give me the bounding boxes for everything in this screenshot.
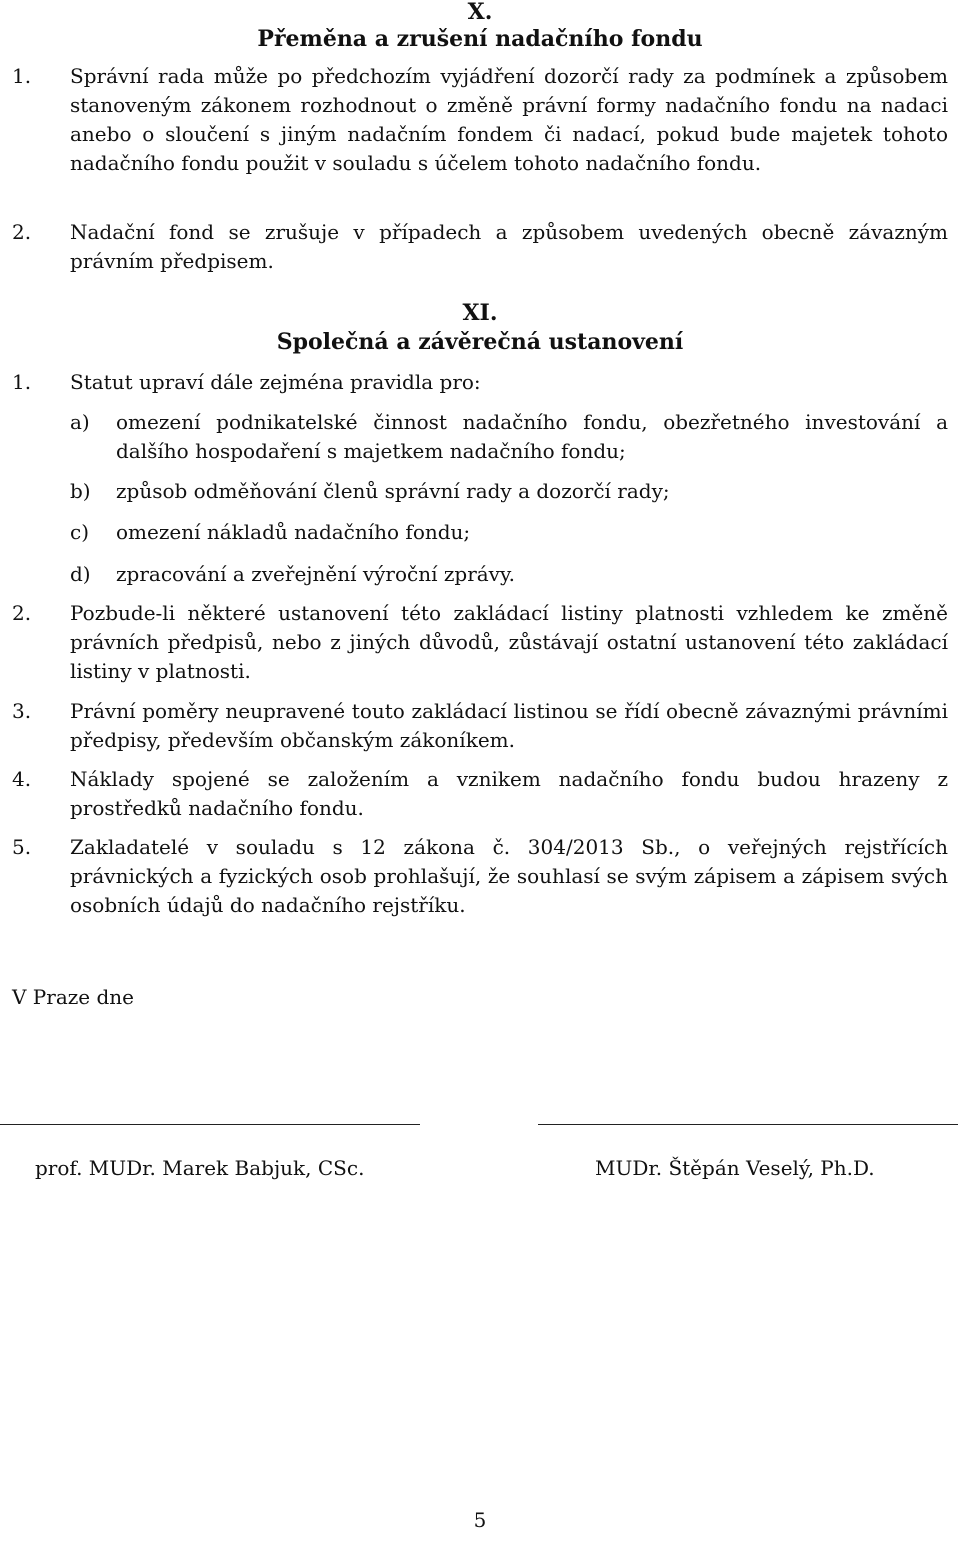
subitem-letter: d)	[70, 562, 91, 586]
item-text: Právní poměry neupravené touto zakládací listinou se řídí obecně závaznými právními předpisy, především občanským zákoníkem.	[70, 699, 948, 752]
subitem-b	[70, 477, 948, 506]
item-number: 4.	[12, 767, 32, 791]
section-11-title: Společná a závěrečná ustanovení	[276, 329, 684, 355]
subitem-c	[70, 518, 948, 547]
subitem-text: omezení podnikatelské činnost nadačního fondu, obezřetného investování a dalšího hospodaření s majetkem nadačního fondu;	[116, 410, 948, 463]
item-number: 3.	[12, 699, 32, 723]
item-number: 1.	[12, 370, 32, 394]
section-10-item-1	[12, 62, 948, 178]
item-number: 5.	[12, 835, 32, 859]
section-11-item-3	[12, 697, 948, 755]
item-text: Zakladatelé v souladu s 12 zákona č. 304/2013 Sb., o veřejných rejstřících právnických a fyzických osob prohlašují, že souhlasí se svým zápisem a zápisem svých osobních údajů do nadačního rejstříku.	[70, 835, 948, 917]
item-text: Statut upraví dále zejména pravidla pro:	[70, 370, 481, 394]
subitem-text: zpracování a zveřejnění výroční zprávy.	[116, 562, 515, 586]
subitem-a	[70, 408, 948, 466]
section-11-item-5	[12, 833, 948, 920]
subitem-letter: b)	[70, 479, 91, 503]
subitem-d	[70, 560, 948, 589]
subitem-letter: c)	[70, 520, 90, 544]
signature-name-left: prof. MUDr. Marek Babjuk, CSc.	[35, 1156, 365, 1180]
place-date-line: V Praze dne	[12, 985, 134, 1009]
section-10-item-2	[12, 218, 948, 276]
section-10-title: Přeměna a zrušení nadačního fondu	[257, 26, 703, 52]
item-number: 1.	[12, 64, 32, 88]
subitem-text: omezení nákladů nadačního fondu;	[116, 520, 471, 544]
section-10-number: X.	[467, 0, 493, 25]
signature-line-left	[0, 1124, 420, 1125]
section-11-item-4	[12, 765, 948, 823]
signature-name-right: MUDr. Štěpán Veselý, Ph.D.	[595, 1156, 875, 1180]
item-text: Správní rada může po předchozím vyjádření dozorčí rady za podmínek a způsobem stanoveným zákonem rozhodnout o změně právní formy nadačního fondu na nadaci anebo o sloučení s jiným nadačním fondem či nadací, pokud bude majetek tohoto nadačního fondu použit v souladu s účelem tohoto nadačního fondu.	[70, 64, 948, 175]
item-text: Náklady spojené se založením a vznikem nadačního fondu budou hrazeny z prostředků nadačního fondu.	[70, 767, 948, 820]
subitem-text: způsob odměňování členů správní rady a dozorčí rady;	[116, 479, 670, 503]
item-number: 2.	[12, 601, 32, 625]
section-11-number: XI.	[462, 300, 498, 326]
item-text: Pozbude-li některé ustanovení této zakládací listiny platnosti vzhledem ke změně právních předpisů, nebo z jiných důvodů, zůstávají ostatní ustanovení této zakládací listiny v platnosti.	[70, 601, 948, 683]
signature-line-right	[538, 1124, 958, 1125]
item-text: Nadační fond se zrušuje v případech a způsobem uvedených obecně závazným právním předpisem.	[70, 220, 948, 273]
section-11-item-1	[12, 368, 948, 397]
section-11-item-2	[12, 599, 948, 686]
item-number: 2.	[12, 220, 32, 244]
page-number: 5	[473, 1508, 487, 1532]
subitem-letter: a)	[70, 410, 90, 434]
